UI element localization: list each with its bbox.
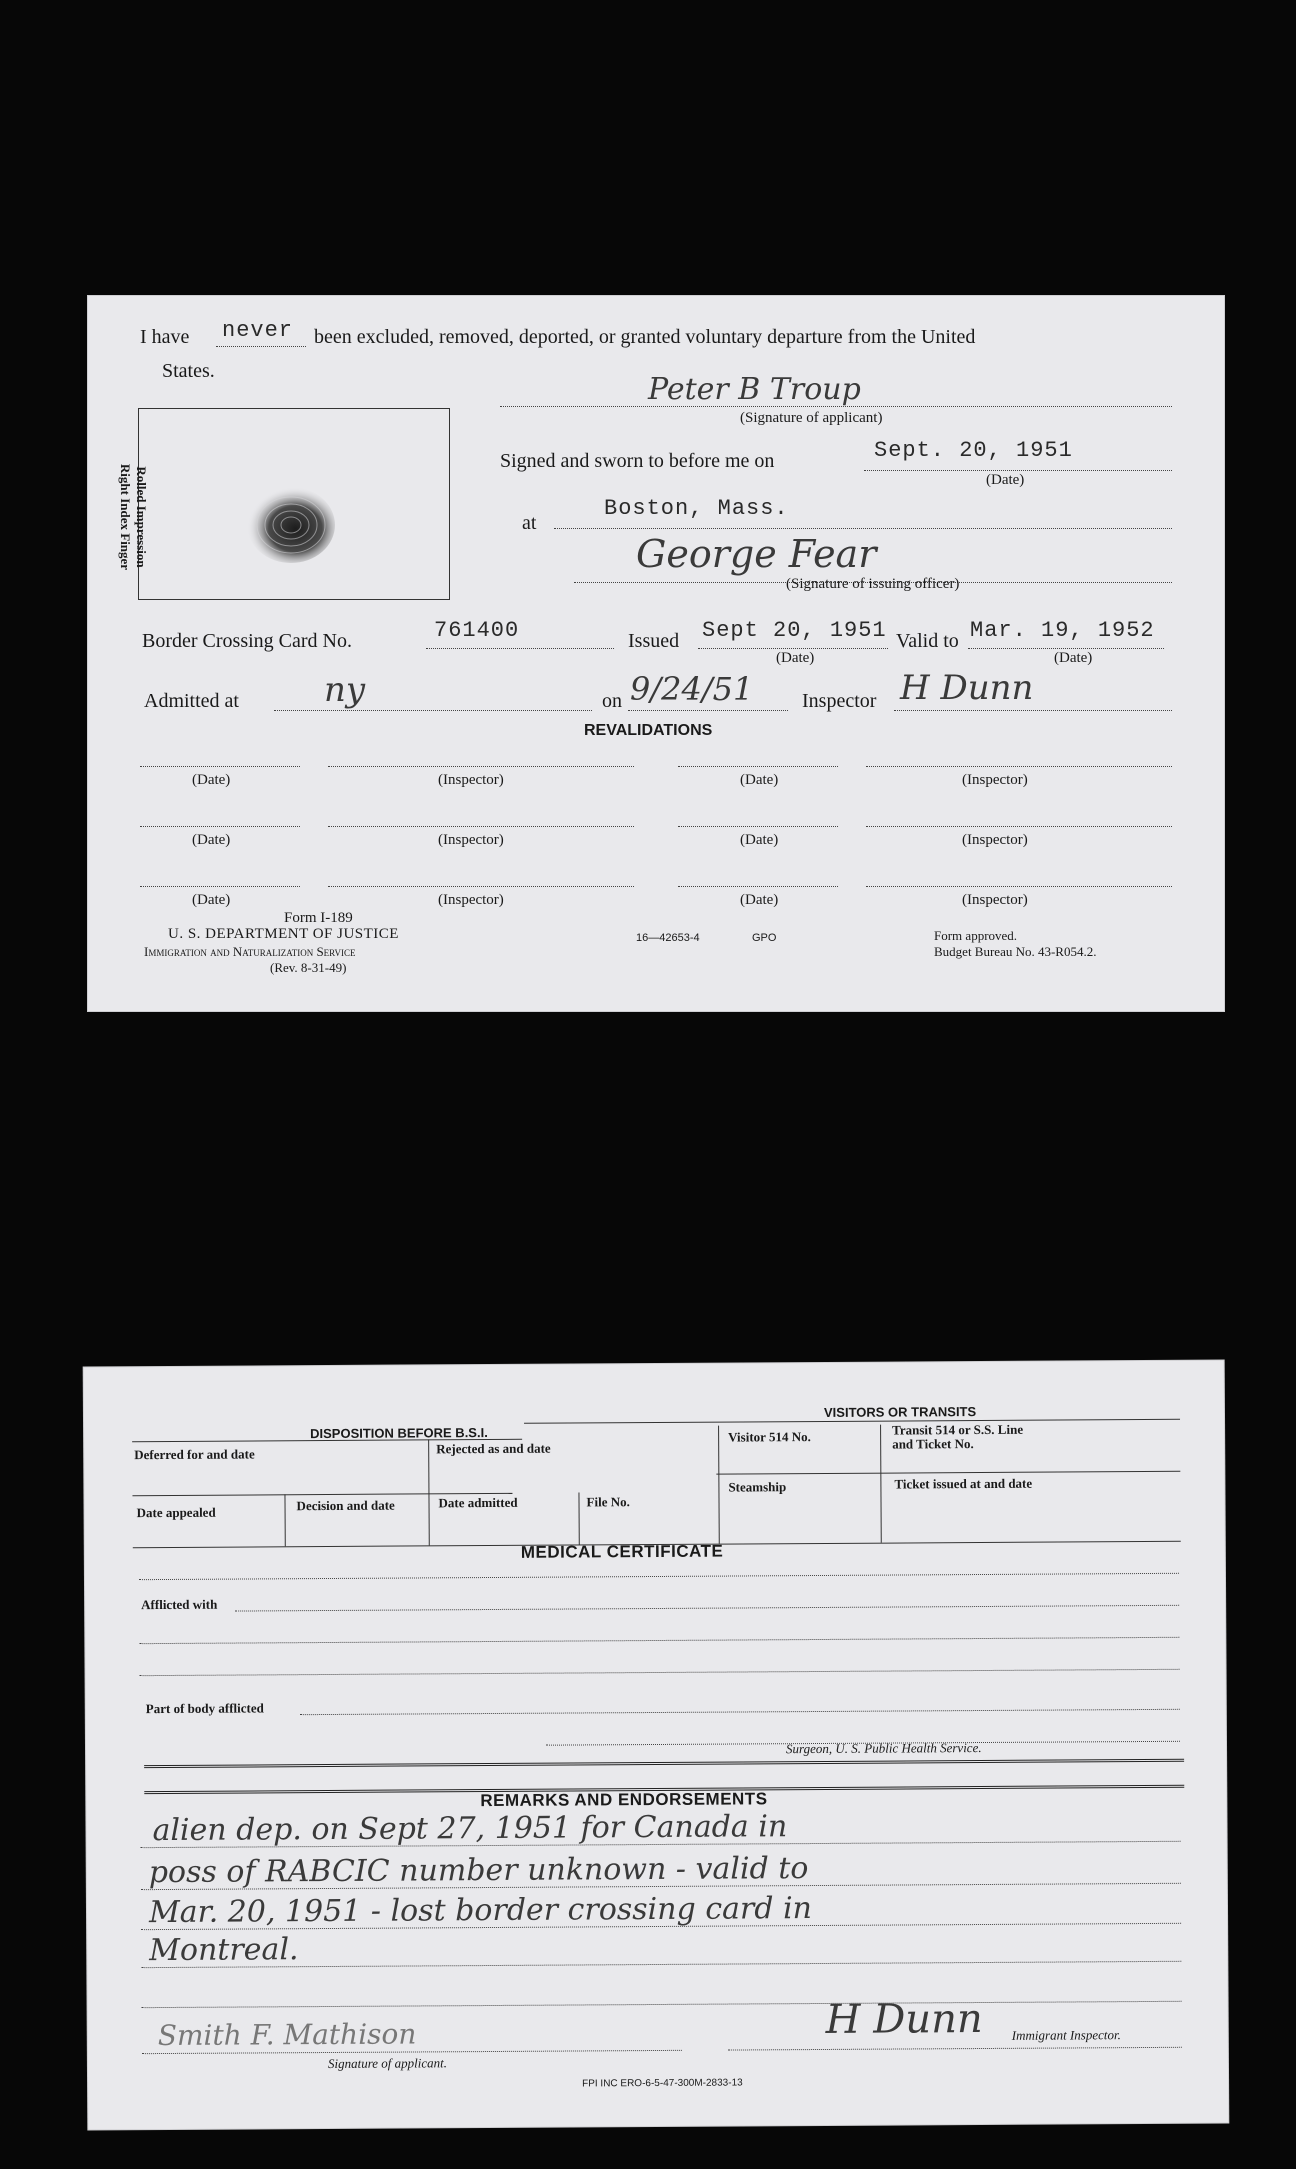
remarks-line-3: Mar. 20, 1951 - lost border crossing card in [148, 1891, 813, 1931]
reval-inspector-line [328, 826, 634, 827]
inspector-line [894, 710, 1172, 711]
rejected-label: Rejected as and date [436, 1440, 551, 1457]
visitors-heading: VISITORS OR TRANSITS [823, 1404, 977, 1420]
reval-date-line [678, 886, 838, 887]
reval-inspector-line [866, 826, 1172, 827]
department: U. S. DEPARTMENT OF JUSTICE [168, 926, 399, 942]
sworn-label: Signed and sworn to before me on [500, 450, 775, 472]
bcc-number-line [426, 648, 614, 649]
sworn-date-line [864, 470, 1172, 471]
footer-code: FPI INC ERO-6-5-47-300M-2833-13 [582, 2077, 743, 2090]
border-crossing-card-front [88, 296, 1224, 1011]
on-label: on [602, 690, 622, 712]
fingerprint-label-2: Right Index Finger [118, 463, 133, 571]
statement-prefix: I have [140, 326, 190, 348]
sworn-date-caption: (Date) [986, 472, 1025, 488]
valid-date-line [968, 648, 1164, 649]
afflicted-label: Afflicted with [141, 1596, 218, 1613]
remarks-line [142, 2001, 1182, 2008]
issuing-officer-signature: George Fear [636, 532, 877, 576]
afflicted-line [235, 1605, 1179, 1612]
remarks-line-1: alien dep. on Sept 27, 1951 for Canada in [152, 1809, 788, 1849]
reval-date-line [678, 766, 838, 767]
statement-end: States. [162, 360, 215, 382]
statement-blank-line [216, 346, 306, 347]
date-admitted-label: Date admitted [438, 1494, 518, 1511]
bcc-number: 761400 [434, 618, 520, 643]
body-part-line [300, 1709, 1180, 1715]
inspector-signature: H Dunn [900, 668, 1034, 708]
reval-inspector-caption: (Inspector) [438, 892, 504, 908]
approval-line-2: Budget Bureau No. 43-R054.2. [934, 944, 1097, 959]
fingerprint-impression [239, 479, 339, 569]
admitted-date-line [628, 710, 788, 711]
applicant-signature: Peter B Troup [648, 372, 861, 407]
reval-date-caption: (Date) [740, 832, 779, 848]
reval-inspector-caption: (Inspector) [438, 832, 504, 848]
issued-date-line [698, 648, 888, 649]
remarks-line-2: poss of RABCIC number unknown - valid to [148, 1851, 809, 1891]
surgeon-label: Surgeon, U. S. Public Health Service. [785, 1740, 982, 1757]
fingerprint-label-1: Rolled Impression [134, 466, 149, 568]
reval-date-line [140, 766, 300, 767]
signature-applicant-caption: (Signature of applicant) [740, 410, 883, 426]
applicant-signature-caption-back: Signature of applicant. [327, 2055, 448, 2072]
table-rule [880, 1425, 882, 1543]
valid-date: Mar. 19, 1952 [970, 618, 1155, 643]
disposition-heading: DISPOSITION BEFORE B.S.I. [310, 1425, 488, 1442]
approval-line-1: Form approved. [934, 928, 1018, 943]
medical-line [139, 1573, 1179, 1580]
medical-line [139, 1637, 1179, 1644]
bcc-label: Border Crossing Card No. [142, 630, 352, 652]
issued-label: Issued [628, 630, 680, 652]
table-rule [284, 1494, 285, 1546]
file-no-label: File No. [586, 1494, 630, 1510]
inspector-label: Inspector [802, 690, 877, 712]
reval-date-line [140, 826, 300, 827]
statement-typed-never: never [222, 318, 294, 343]
immigrant-inspector-caption: Immigrant Inspector. [1011, 2027, 1121, 2043]
applicant-signature-line [500, 406, 1172, 407]
reval-inspector-line [328, 886, 634, 887]
issuing-officer-caption: (Signature of issuing officer) [786, 576, 960, 592]
reval-inspector-caption: (Inspector) [438, 772, 504, 788]
issued-date: Sept 20, 1951 [702, 618, 887, 643]
inspector-signature-back: H Dunn [825, 1996, 983, 2043]
print-code: 16—42653-4 [636, 932, 700, 944]
steamship-label: Steamship [728, 1479, 787, 1495]
reval-date-line [140, 886, 300, 887]
body-part-label: Part of body afflicted [145, 1700, 264, 1717]
applicant-signature-back: Smith F. Mathison [157, 2017, 417, 2053]
remarks-heading: REMARKS AND ENDORSEMENTS [480, 1789, 768, 1811]
visitor-514-label: Visitor 514 No. [728, 1429, 811, 1445]
statement-text: been excluded, removed, deported, or granted voluntary departure from the United [314, 326, 976, 348]
issued-date-caption: (Date) [776, 650, 815, 666]
admitted-place-line [274, 710, 592, 711]
deferred-label: Deferred for and date [134, 1446, 255, 1463]
fingerprint-box [118, 408, 450, 600]
decision-label: Decision and date [296, 1497, 395, 1514]
at-label: at [522, 512, 537, 534]
valid-date-caption: (Date) [1054, 650, 1093, 666]
admitted-date: 9/24/51 [630, 670, 754, 708]
table-rule [718, 1426, 720, 1544]
reval-date-caption: (Date) [740, 892, 779, 908]
service: Immigration and Naturalization Service [144, 944, 356, 959]
reval-date-caption: (Date) [740, 772, 779, 788]
reval-inspector-line [866, 886, 1172, 887]
transit-514-label-1: Transit 514 or S.S. Line [892, 1421, 1024, 1438]
revalidations-heading: REVALIDATIONS [584, 722, 713, 739]
printer: GPO [752, 932, 777, 944]
admitted-place: ny [324, 670, 366, 710]
table-rule [578, 1492, 579, 1544]
ticket-issued-label: Ticket issued at and date [894, 1475, 1033, 1492]
at-place-line [554, 528, 1172, 529]
reval-date-line [678, 826, 838, 827]
reval-date-caption: (Date) [192, 832, 231, 848]
form-number: Form I-189 [284, 910, 353, 926]
table-rule [716, 1471, 1180, 1475]
reval-inspector-caption: (Inspector) [962, 832, 1028, 848]
valid-label: Valid to [896, 630, 959, 652]
reval-inspector-line [328, 766, 634, 767]
reval-date-caption: (Date) [192, 892, 231, 908]
reval-inspector-caption: (Inspector) [962, 772, 1028, 788]
revision: (Rev. 8-31-49) [270, 960, 347, 975]
reval-inspector-caption: (Inspector) [962, 892, 1028, 908]
sworn-date: Sept. 20, 1951 [874, 438, 1073, 463]
transit-514-label-2: and Ticket No. [892, 1436, 974, 1452]
admitted-label: Admitted at [144, 690, 239, 712]
inspector-signature-line-back [728, 2047, 1182, 2051]
reval-date-caption: (Date) [192, 772, 231, 788]
medical-line [140, 1669, 1180, 1676]
date-appealed-label: Date appealed [136, 1504, 216, 1521]
reval-inspector-line [866, 766, 1172, 767]
border-crossing-card-back [84, 1361, 1229, 2130]
at-place: Boston, Mass. [604, 496, 789, 521]
section-rule [144, 1759, 1184, 1768]
medical-heading: MEDICAL CERTIFICATE [520, 1541, 724, 1562]
remarks-line-4: Montreal. [149, 1932, 299, 1969]
